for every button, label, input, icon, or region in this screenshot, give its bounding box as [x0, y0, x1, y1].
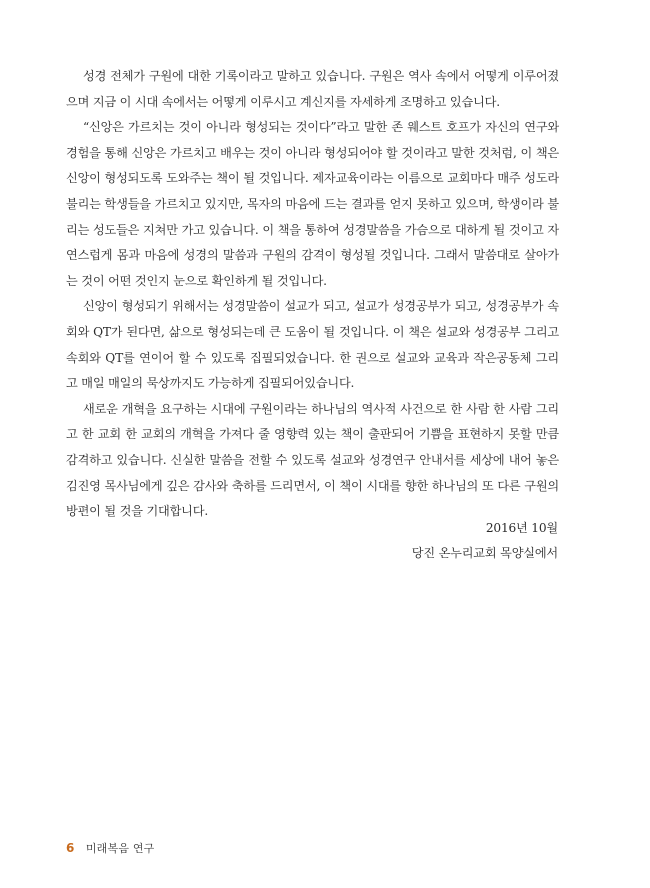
body-text — [66, 64, 559, 525]
page-number: 6 — [66, 841, 75, 855]
signature-date: 2016년 10월 — [485, 521, 558, 535]
signature-place: 당진 온누리교회 목양실에서 — [411, 546, 558, 560]
paragraph-2: “신앙은 가르치는 것이 아니라 형성되는 것이다”라고 말한 존 웨스트 호프가 자신의 연구와 경험을 통해 신앙은 가르치고 배우는 것이 아니라 형성되어야 할 것이라고 말한 것처럼, 이 책은 신앙이 형성되도록 도와주는 책이 될 것입니다. 제자교육이라는 이름으로 교회마다 매주 성도라 불리는 학생들을 가르치고 있지만, 목자의 마음에 드는 결과를 얻지 못하고 있으며, 학생이라 불리는 성도들은 지쳐만 가고 있습니다. 이 책을 통하여 성경말씀을 가슴으로 대하게 될 것이고 자연스럽게 몸과 마음에 성경의 말씀과 구원의 감격이 형성될 것입니다. 그래서 말씀대로 살아가는 것이 어떤 것인지 눈으로 확인하게 될 것입니다. — [66, 120, 559, 288]
paragraph-3: 신앙이 형성되기 위해서는 성경말씀이 설교가 되고, 설교가 성경공부가 되고, 성경공부가 속회와 QT가 된다면, 삶으로 형성되는데 큰 도움이 될 것입니다. 이 책은 설교와 성경공부 그리고 속회와 QT를 연이어 할 수 있도록 집필되었습니다. 한 권으로 설교와 교육과 작은공동체 그리고 매일 매일의 묵상까지도 가능하게 집필되어있습니다. — [66, 299, 559, 391]
page-footer — [66, 840, 155, 856]
paragraph-4: 새로운 개혁을 요구하는 시대에 구원이라는 하나님의 역사적 사건으로 한 사람 한 사람 그리고 한 교회 한 교회의 개혁을 가져다 줄 영향력 있는 책이 출판되어 기쁨을 표현하지 못할 만큼 감격하고 있습니다. 신실한 말씀을 전할 수 있도록 설교와 성경연구 안내서를 세상에 내어 놓은 김진영 목사님에게 깊은 감사와 축하를 드리면서, 이 책이 시대를 향한 하나님의 또 다른 구원의 방편이 될 것을 기대합니다. — [66, 401, 559, 519]
running-title: 미래복음 연구 — [85, 842, 155, 855]
paragraph-1: 성경 전체가 구원에 대한 기록이라고 말하고 있습니다. 구원은 역사 속에서 어떻게 이루어졌으며 지금 이 시대 속에서는 어떻게 이루시고 계신지를 자세하게 조명하고 있습니다. — [66, 69, 559, 109]
